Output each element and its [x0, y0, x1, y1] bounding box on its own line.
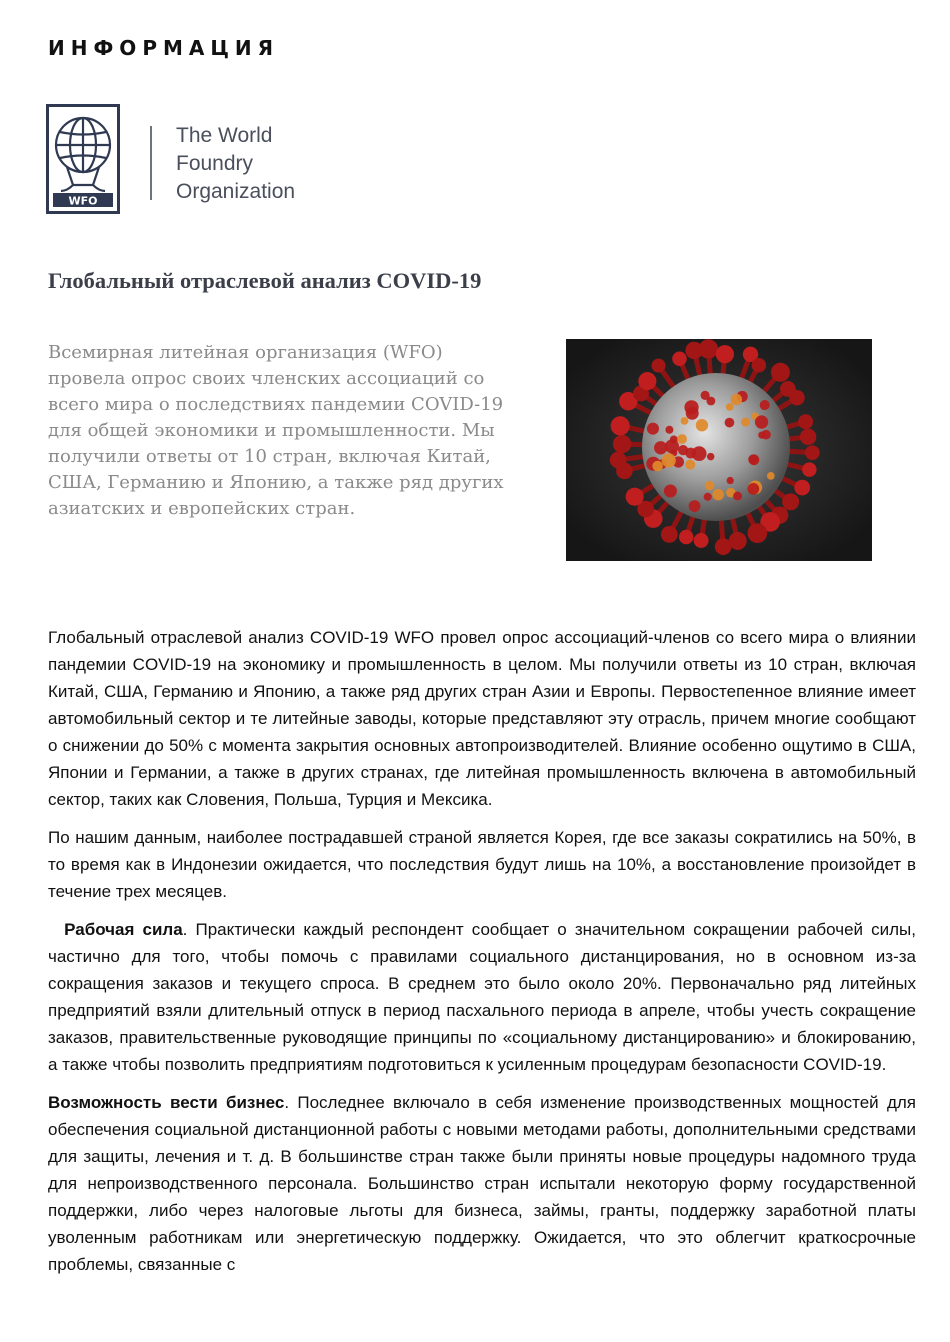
logo-name-line: Foundry: [176, 152, 254, 175]
lead-line: азиатских и европейских стран.: [48, 498, 356, 519]
lead-paragraph: [48, 340, 538, 522]
globe-icon: [46, 104, 120, 214]
lead-line: Всемирная литейная организация (WFO): [48, 342, 443, 363]
logo-name-line: The World: [176, 124, 273, 147]
logo-abbr: WFO: [68, 194, 98, 208]
workforce-text: . Практически каждый респондент сообщает о значительном сокращении рабочей силы, частично для того, чтобы помочь с правилами социального дистанцирования, но в основном из-за сокращения заказов и текущего спроса. В среднем это было около 20%. Первоначально ряд литейных предприятий взяли длительный отпуск в период пасхального периода в апреле, чтобы учесть сокращение заказов, правительственные руководящие принципы по «социальному дистанцированию» и блокированию, а также чтобы позволить предприятиям подготовиться к усиленным процедурам безопасности COVID-19.: [48, 920, 916, 1074]
page-title: Глобальный отраслевой анализ COVID-19: [48, 268, 482, 293]
coronavirus-image: [566, 339, 872, 561]
logo-divider: [150, 126, 152, 200]
workforce-heading: Рабочая сила: [64, 920, 183, 939]
body-paragraph-workforce: [48, 916, 916, 1078]
logo-name-line: Organization: [176, 180, 296, 203]
business-text: . Последнее включало в себя изменение производственных мощностей для обеспечения социальной дистанционной работы с новыми методами работы, дополнительными средствами для защиты, лечения и т. д. В большинстве стран также были приняты новые процедуры надомного труда для непроизводственного персонала. Большинство стран испытали некоторую форму государственной поддержки, либо через налоговые льготы для бизнеса, займы, гранты, поддержку заработной платы уволенным работникам или энергетическую поддержку. Ожидается, что это облегчит краткосрочные проблемы, связанные с: [48, 1093, 916, 1274]
lead-line: получили ответы от 10 стран, включая Китай,: [48, 446, 491, 467]
lead-line: США, Германию и Японию, а также ряд других: [48, 472, 504, 493]
lead-line: для общей экономики и промышленности. Мы: [48, 420, 495, 441]
business-heading: Возможность вести бизнес: [48, 1093, 285, 1112]
lead-line: провела опрос своих членских ассоциаций со: [48, 368, 485, 389]
body-paragraph: По нашим данным, наиболее пострадавшей страной является Корея, где все заказы сократились на 50%, в то время как в Индонезии ожидается, что последствия будут лишь на 10%, а восстановление произойдет в течение трех месяцев.: [48, 828, 916, 901]
document-header-label: ИНФОРМАЦИЯ: [48, 36, 280, 60]
wfo-logo: [46, 104, 316, 220]
article-body: [48, 624, 916, 1278]
body-paragraph-business: [48, 1089, 916, 1278]
lead-line: всего мира о последствиях пандемии COVID-19: [48, 394, 504, 415]
logo-organization-name: [176, 122, 326, 206]
body-paragraph: Глобальный отраслевой анализ COVID-19 WFO провел опрос ассоциаций-членов со всего мира о влиянии пандемии COVID-19 на экономику и промышленность в целом. Мы получили ответы из 10 стран, включая Китай, США, Германию и Японию, а также ряд других стран Азии и Европы. Первостепенное влияние имеет автомобильный сектор и те литейные заводы, которые представляют эту отрасль, причем многие сообщают о снижении до 50% с момента закрытия основных автопроизводителей. Влияние особенно ощутимо в США, Японии и Германии, а также в других странах, где литейная промышленность включена в автомобильный сектор, таких как Словения, Польша, Турция и Мексика.: [48, 628, 916, 809]
